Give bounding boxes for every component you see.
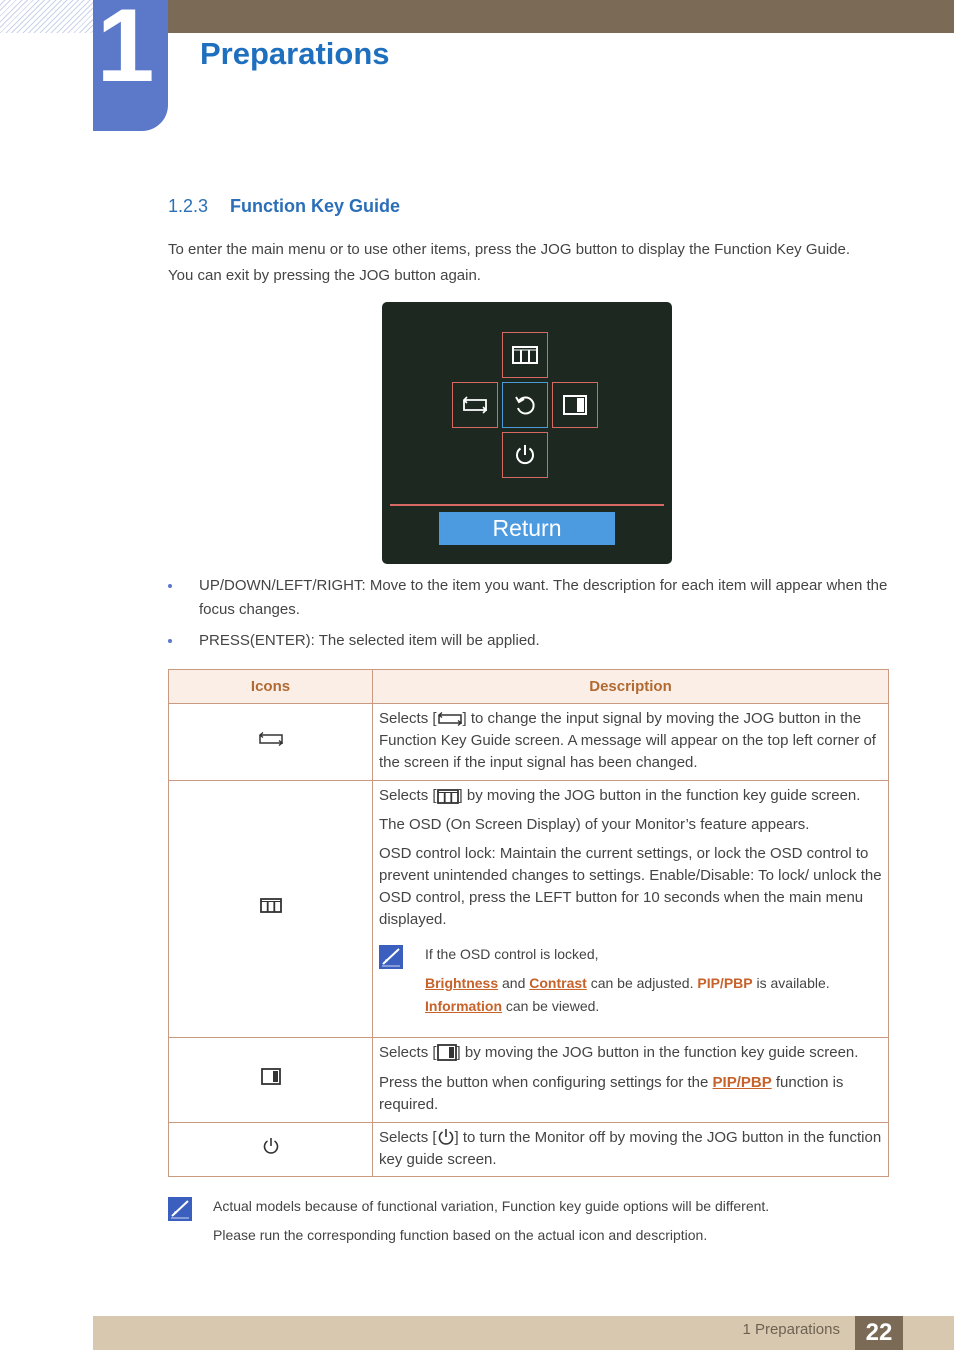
osd-divider <box>390 504 664 506</box>
pip-pbp-label: PIP/PBP <box>697 975 753 991</box>
section-number: 1.2.3 <box>168 196 209 216</box>
source-icon <box>437 711 463 727</box>
bullet-dot <box>168 639 172 643</box>
header-description: Description <box>373 670 889 704</box>
intro-line-1: To enter the main menu or to use other items, press the JOG button to display the Function Key Guide. <box>168 241 851 258</box>
source-icon <box>258 731 284 747</box>
section-title: Function Key Guide <box>230 196 401 216</box>
desc-text: Selects [ <box>379 787 437 804</box>
desc-text: ] by moving the JOG button in the function key guide screen. <box>458 787 861 804</box>
pip-icon <box>563 395 587 415</box>
desc-text: Selects [ <box>379 1044 437 1061</box>
description-cell <box>373 704 889 781</box>
bottom-note <box>168 1192 898 1252</box>
table-header-row <box>169 670 889 704</box>
osd-key-power <box>502 432 548 478</box>
desc-text: ] by moving the JOG button in the function key guide screen. <box>456 1044 859 1061</box>
note-line <box>425 995 882 1018</box>
bullet-text: UP/DOWN/LEFT/RIGHT: Move to the item you want. The description for each item will appear when the focus changes. <box>199 577 888 618</box>
footer-chapter-label: 1 Preparations <box>742 1321 840 1338</box>
header-bar <box>168 0 954 33</box>
osd-key-pip <box>552 382 598 428</box>
pip-icon <box>437 1044 457 1061</box>
desc-text: The OSD (On Screen Display) of your Monitor’s feature appears. <box>379 816 810 833</box>
function-key-guide-screen <box>382 302 672 564</box>
bullet-text: PRESS(ENTER): The selected item will be applied. <box>199 632 540 649</box>
note-line: If the OSD control is locked, <box>425 946 599 962</box>
bullet-item <box>168 574 888 622</box>
chapter-number-badge <box>93 0 168 131</box>
description-cell <box>373 781 889 1038</box>
description-cell <box>373 1123 889 1177</box>
power-icon <box>513 443 537 467</box>
intro-line-2: You can exit by pressing the JOG button again. <box>168 267 481 284</box>
desc-text: ] to change the input signal by moving the JOG button in the Function Key Guide screen. A message will appear on the top left corner of the screen if the input signal has been changed. <box>379 710 876 771</box>
chapter-title: Preparations <box>200 36 390 71</box>
icon-cell <box>169 781 373 1038</box>
desc-text: function is required. <box>379 1074 844 1113</box>
bullet-dot <box>168 584 172 588</box>
page-number: 22 <box>855 1316 903 1350</box>
osd-key-return <box>502 382 548 428</box>
note-line <box>425 972 882 995</box>
page-footer <box>93 1316 954 1350</box>
desc-text: ] to turn the Monitor off by moving the JOG button in the function key guide screen. <box>379 1129 882 1168</box>
osd-key-source <box>452 382 498 428</box>
desc-text: Selects [ <box>379 1129 437 1146</box>
section-heading <box>168 196 400 217</box>
header-hatch <box>0 0 93 33</box>
menu-icon <box>260 898 282 913</box>
desc-text: OSD control lock: Maintain the current settings, or lock the OSD control to prevent unintended changes to settings. Enable/Disable: To lock/ unlock the OSD control, press the LEFT button for 10 seconds when the main menu displayed. <box>379 845 882 928</box>
desc-text: Press the button when configuring settings for the <box>379 1074 713 1091</box>
icon-cell <box>169 1123 373 1177</box>
note-icon <box>379 945 403 969</box>
note-block <box>379 943 882 1018</box>
bullet-item <box>168 629 888 653</box>
contrast-link[interactable]: Contrast <box>529 975 587 991</box>
icon-cell <box>169 1038 373 1123</box>
menu-icon <box>437 789 459 804</box>
note-icon <box>168 1197 192 1221</box>
power-icon <box>437 1128 455 1146</box>
chapter-number: 1 <box>96 0 155 104</box>
power-icon <box>262 1137 280 1155</box>
table-row <box>169 781 889 1038</box>
description-cell <box>373 1038 889 1123</box>
note-text: can be adjusted. <box>586 975 698 991</box>
bottom-note-line-1: Actual models because of functional variation, Function key guide options will be different. <box>213 1198 770 1214</box>
table-row <box>169 1123 889 1177</box>
bottom-note-line-2: Please run the corresponding function based on the actual icon and description. <box>213 1227 708 1243</box>
note-text: and <box>498 975 530 991</box>
menu-icon <box>512 346 538 364</box>
note-text: is available. <box>752 975 830 991</box>
icon-cell <box>169 704 373 781</box>
table-row <box>169 1038 889 1123</box>
pip-icon <box>261 1068 281 1085</box>
note-text: can be viewed. <box>502 998 600 1014</box>
desc-text: Selects [ <box>379 710 437 727</box>
source-icon <box>461 395 489 415</box>
osd-key-menu <box>502 332 548 378</box>
return-button[interactable]: Return <box>439 512 615 545</box>
header-icons: Icons <box>169 670 373 704</box>
pip-pbp-link[interactable]: PIP/PBP <box>712 1074 772 1091</box>
table-row <box>169 704 889 781</box>
information-link[interactable]: Information <box>425 998 502 1014</box>
brightness-link[interactable]: Brightness <box>425 975 499 991</box>
function-key-table <box>168 669 889 1177</box>
return-icon <box>513 393 537 417</box>
